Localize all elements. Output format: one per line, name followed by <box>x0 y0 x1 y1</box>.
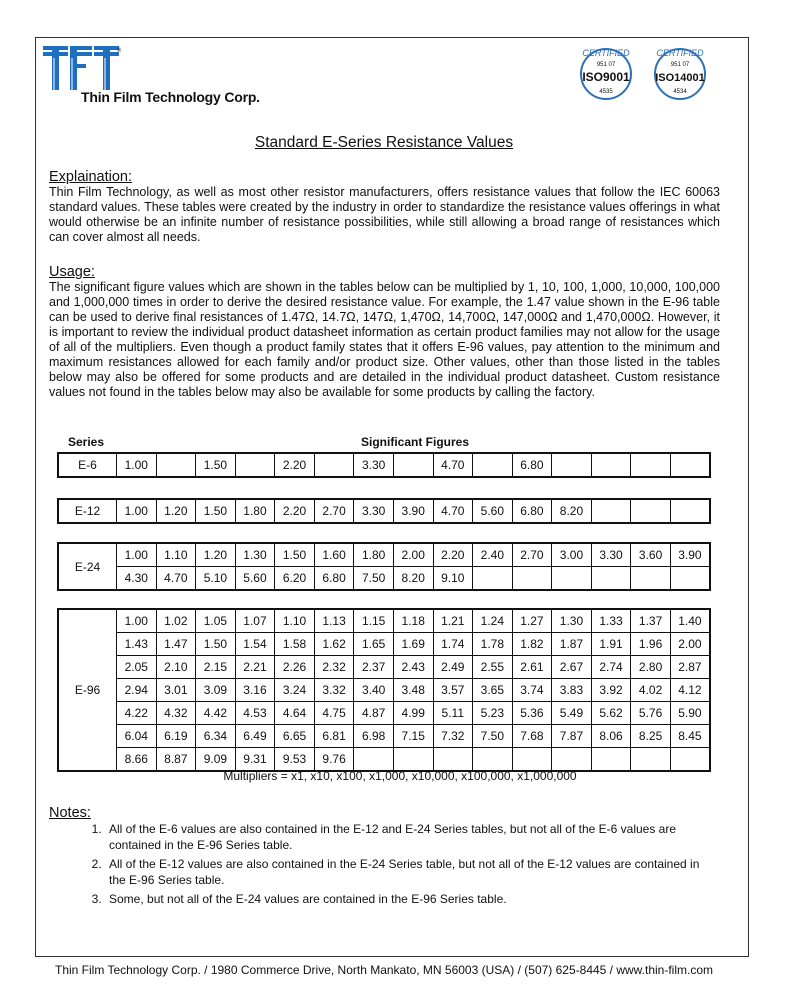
value-cell: 1.62 <box>314 633 354 656</box>
value-cell: 6.65 <box>275 725 315 748</box>
value-cell: 3.32 <box>314 679 354 702</box>
value-cell: 7.68 <box>512 725 552 748</box>
value-cell: 1.58 <box>275 633 315 656</box>
value-cell: 9.53 <box>275 748 315 772</box>
explanation-heading: Explaination: <box>49 169 133 185</box>
value-cell: 2.00 <box>670 633 710 656</box>
value-cell: 1.10 <box>275 609 315 633</box>
iso14001-badge-icon <box>651 44 709 106</box>
value-cell: 7.50 <box>354 567 394 591</box>
value-cell <box>552 748 592 772</box>
notes-list <box>58 821 713 910</box>
value-cell: 8.66 <box>117 748 157 772</box>
value-cell: 3.40 <box>354 679 394 702</box>
value-cell: 4.87 <box>354 702 394 725</box>
note-item: 1. All of the E-6 values are also contained in the E-12 and E-24 Series tables, but not all of the E-6 values are contained in the E-96 Series table. <box>105 821 713 853</box>
value-cell: 4.22 <box>117 702 157 725</box>
page-border <box>35 37 749 957</box>
value-cell: 3.30 <box>354 453 394 477</box>
value-cell: 5.10 <box>196 567 236 591</box>
value-cell: 4.30 <box>117 567 157 591</box>
value-cell: 1.74 <box>433 633 473 656</box>
value-cell: 3.30 <box>591 543 631 567</box>
series-name: E-6 <box>58 453 117 477</box>
value-cell: 5.49 <box>552 702 592 725</box>
value-cell <box>591 567 631 591</box>
value-cell: 1.50 <box>275 543 315 567</box>
value-cell: 1.00 <box>117 609 157 633</box>
value-cell: 1.02 <box>156 609 196 633</box>
svg-text:951 07: 951 07 <box>670 62 690 68</box>
value-cell: 4.99 <box>393 702 433 725</box>
value-cell: 4.53 <box>235 702 275 725</box>
value-cell: 8.87 <box>156 748 196 772</box>
value-cell: 6.81 <box>314 725 354 748</box>
table-row <box>58 609 710 633</box>
value-cell: 1.37 <box>631 609 671 633</box>
value-cell: 2.20 <box>433 543 473 567</box>
value-cell: 3.30 <box>354 499 394 523</box>
series-column-header: Series <box>68 435 105 449</box>
value-cell: 1.15 <box>354 609 394 633</box>
value-cell <box>670 567 710 591</box>
value-cell: 1.24 <box>473 609 513 633</box>
value-cell <box>670 499 710 523</box>
value-cell: 1.82 <box>512 633 552 656</box>
svg-text:951 07: 951 07 <box>596 62 616 68</box>
multipliers-text: Multipliers = x1, x10, x100, x1,000, x10,000, x100,000, x1,000,000 <box>223 769 577 783</box>
value-cell: 1.40 <box>670 609 710 633</box>
value-cell: 1.78 <box>473 633 513 656</box>
value-cell: 1.50 <box>196 453 236 477</box>
value-cell: 1.07 <box>235 609 275 633</box>
value-cell: 3.60 <box>631 543 671 567</box>
significant-figures-header: Significant Figures <box>361 435 470 449</box>
value-cell: 4.70 <box>156 567 196 591</box>
value-cell: 1.43 <box>117 633 157 656</box>
value-cell: 8.06 <box>591 725 631 748</box>
value-cell <box>670 748 710 772</box>
value-cell: 2.94 <box>117 679 157 702</box>
value-cell: 2.00 <box>393 543 433 567</box>
value-cell: 6.80 <box>512 453 552 477</box>
value-cell: 3.01 <box>156 679 196 702</box>
svg-text:4534: 4534 <box>673 89 687 95</box>
value-cell: 1.05 <box>196 609 236 633</box>
value-cell: 4.64 <box>275 702 315 725</box>
value-cell: 1.50 <box>196 499 236 523</box>
value-cell: 9.09 <box>196 748 236 772</box>
value-cell: 1.00 <box>117 543 157 567</box>
value-cell: 1.27 <box>512 609 552 633</box>
value-cell: 2.20 <box>275 499 315 523</box>
company-name: Thin Film Technology Corp. <box>81 89 260 105</box>
value-cell <box>473 748 513 772</box>
value-cell: 2.74 <box>591 656 631 679</box>
value-cell: 3.92 <box>591 679 631 702</box>
value-cell: 2.40 <box>473 543 513 567</box>
value-cell <box>314 453 354 477</box>
value-cell: 8.25 <box>631 725 671 748</box>
value-cell: 6.98 <box>354 725 394 748</box>
notes-heading: Notes: <box>49 805 91 821</box>
value-cell <box>512 748 552 772</box>
value-cell <box>354 748 394 772</box>
value-cell: 3.90 <box>393 499 433 523</box>
explanation-text: Thin Film Technology, as well as most other resistor manufacturers, offers resistance values that follow the IEC 60063 standard values. These tables were created by the industry in order to standardize the resistance values offerings in what would otherwise be an infinite number of resistance possibilities, while still allowing a broad range of resistances which can cover almost all needs. <box>49 185 720 244</box>
value-cell <box>473 567 513 591</box>
value-cell: 1.69 <box>393 633 433 656</box>
value-cell: 1.21 <box>433 609 473 633</box>
value-cell: 1.00 <box>117 499 157 523</box>
value-cell <box>670 453 710 477</box>
value-cell: 6.19 <box>156 725 196 748</box>
value-cell: 9.10 <box>433 567 473 591</box>
value-cell <box>552 567 592 591</box>
value-cell: 4.70 <box>433 499 473 523</box>
value-cell: 2.70 <box>512 543 552 567</box>
value-cell: 5.60 <box>235 567 275 591</box>
value-cell: 4.02 <box>631 679 671 702</box>
value-cell: 3.09 <box>196 679 236 702</box>
value-cell <box>156 453 196 477</box>
value-cell: 6.80 <box>314 567 354 591</box>
value-cell: 1.13 <box>314 609 354 633</box>
page-title: Standard E-Series Resistance Values <box>254 134 514 151</box>
value-cell: 3.00 <box>552 543 592 567</box>
footer-address: Thin Film Technology Corp. / 1980 Commerce Drive, North Mankato, MN 56003 (USA) / (507) 625-8445 / www.thin-film.com <box>54 963 714 977</box>
value-cell: 4.70 <box>433 453 473 477</box>
value-cell: 1.96 <box>631 633 671 656</box>
value-cell: 5.23 <box>473 702 513 725</box>
value-cell: 6.04 <box>117 725 157 748</box>
value-cell <box>631 567 671 591</box>
iso9001-badge-icon <box>577 44 635 106</box>
value-cell: 6.49 <box>235 725 275 748</box>
value-cell: 2.10 <box>156 656 196 679</box>
value-cell: 5.62 <box>591 702 631 725</box>
e96-table <box>57 608 711 772</box>
value-cell: 1.47 <box>156 633 196 656</box>
table-row <box>58 656 710 679</box>
value-cell: 1.80 <box>235 499 275 523</box>
value-cell: 3.90 <box>670 543 710 567</box>
value-cell: 7.87 <box>552 725 592 748</box>
svg-text:ISO9001: ISO9001 <box>582 70 630 84</box>
value-cell: 1.33 <box>591 609 631 633</box>
value-cell <box>631 748 671 772</box>
value-cell: 1.20 <box>196 543 236 567</box>
table-row <box>58 748 710 772</box>
value-cell: 1.30 <box>552 609 592 633</box>
value-cell: 8.20 <box>552 499 592 523</box>
value-cell: 3.16 <box>235 679 275 702</box>
value-cell: 2.55 <box>473 656 513 679</box>
value-cell <box>433 748 473 772</box>
value-cell <box>473 453 513 477</box>
series-name: E-12 <box>58 499 117 523</box>
value-cell <box>591 499 631 523</box>
e6-table <box>57 452 711 478</box>
value-cell: 1.10 <box>156 543 196 567</box>
value-cell: 1.80 <box>354 543 394 567</box>
value-cell: 6.34 <box>196 725 236 748</box>
value-cell: 2.32 <box>314 656 354 679</box>
value-cell: 3.83 <box>552 679 592 702</box>
svg-text:®: ® <box>116 47 122 54</box>
note-item: 2. All of the E-12 values are also contained in the E-24 Series table, but not all of the E-12 values are contained in the E-96 Series table. <box>105 856 713 888</box>
usage-heading: Usage: <box>49 264 95 280</box>
value-cell: 1.91 <box>591 633 631 656</box>
value-cell: 4.32 <box>156 702 196 725</box>
value-cell: 1.30 <box>235 543 275 567</box>
value-cell: 3.74 <box>512 679 552 702</box>
value-cell: 2.26 <box>275 656 315 679</box>
value-cell: 9.31 <box>235 748 275 772</box>
value-cell <box>552 453 592 477</box>
value-cell: 3.24 <box>275 679 315 702</box>
value-cell: 1.20 <box>156 499 196 523</box>
value-cell: 2.61 <box>512 656 552 679</box>
value-cell: 5.36 <box>512 702 552 725</box>
value-cell: 5.76 <box>631 702 671 725</box>
value-cell <box>393 453 433 477</box>
value-cell: 2.80 <box>631 656 671 679</box>
value-cell: 6.80 <box>512 499 552 523</box>
value-cell: 4.75 <box>314 702 354 725</box>
usage-text: The significant figure values which are shown in the tables below can be multiplied by 1, 10, 100, 1,000, 10,000, 100,000 and 1,000,000 times in order to derive the desired resistance value. For example, the 1.47 value shown in the E-96 table can be used to derive final resistances of 1.47Ω, 14.7Ω, 147Ω, 1,470Ω, 14,700Ω, 147,000Ω and 1,470,000Ω. However, it is important to review the individual product datasheet information as certain product families may not allow for the usage of all of the multipliers. Even though a product family states that it offers E-96 values, pay attention to the minimum and maximum resistances allowed for each family and/or product size. Other values, other than those listed in the tables below may also be offered for some products and are detailed in the individual product datasheet. Custom resistance values not found in the tables below may also be available for some products by calling the factory. <box>49 280 720 399</box>
table-row <box>58 679 710 702</box>
table-row <box>58 453 710 477</box>
value-cell: 2.70 <box>314 499 354 523</box>
value-cell: 3.65 <box>473 679 513 702</box>
svg-text:ISO14001: ISO14001 <box>655 72 705 84</box>
table-row <box>58 499 710 523</box>
value-cell <box>631 453 671 477</box>
value-cell: 2.21 <box>235 656 275 679</box>
value-cell: 1.60 <box>314 543 354 567</box>
value-cell: 1.87 <box>552 633 592 656</box>
table-row <box>58 567 710 591</box>
value-cell: 7.15 <box>393 725 433 748</box>
note-item: 3. Some, but not all of the E-24 values are contained in the E-96 Series table. <box>105 891 713 907</box>
e12-table <box>57 498 711 524</box>
value-cell: 4.42 <box>196 702 236 725</box>
value-cell: 2.43 <box>393 656 433 679</box>
e24-table <box>57 542 711 591</box>
value-cell <box>631 499 671 523</box>
value-cell: 5.90 <box>670 702 710 725</box>
value-cell: 2.49 <box>433 656 473 679</box>
value-cell: 4.12 <box>670 679 710 702</box>
value-cell: 2.37 <box>354 656 394 679</box>
table-row <box>58 633 710 656</box>
value-cell: 2.67 <box>552 656 592 679</box>
svg-text:CERTIFIED: CERTIFIED <box>656 48 704 58</box>
value-cell: 2.05 <box>117 656 157 679</box>
series-name: E-96 <box>58 609 117 771</box>
value-cell: 1.65 <box>354 633 394 656</box>
value-cell <box>235 453 275 477</box>
series-name: E-24 <box>58 543 117 590</box>
value-cell <box>393 748 433 772</box>
value-cell <box>591 748 631 772</box>
value-cell: 1.50 <box>196 633 236 656</box>
svg-text:4535: 4535 <box>599 89 613 95</box>
value-cell: 5.60 <box>473 499 513 523</box>
value-cell <box>512 567 552 591</box>
table-row <box>58 543 710 567</box>
value-cell: 3.48 <box>393 679 433 702</box>
value-cell: 2.87 <box>670 656 710 679</box>
value-cell: 1.18 <box>393 609 433 633</box>
value-cell: 8.20 <box>393 567 433 591</box>
table-row <box>58 702 710 725</box>
value-cell: 3.57 <box>433 679 473 702</box>
value-cell: 8.45 <box>670 725 710 748</box>
value-cell: 2.15 <box>196 656 236 679</box>
svg-text:CERTIFIED: CERTIFIED <box>582 48 630 58</box>
value-cell: 1.00 <box>117 453 157 477</box>
value-cell: 9.76 <box>314 748 354 772</box>
value-cell: 1.54 <box>235 633 275 656</box>
value-cell: 6.20 <box>275 567 315 591</box>
value-cell: 5.11 <box>433 702 473 725</box>
value-cell: 2.20 <box>275 453 315 477</box>
table-row <box>58 725 710 748</box>
value-cell <box>591 453 631 477</box>
value-cell: 7.32 <box>433 725 473 748</box>
value-cell: 7.50 <box>473 725 513 748</box>
